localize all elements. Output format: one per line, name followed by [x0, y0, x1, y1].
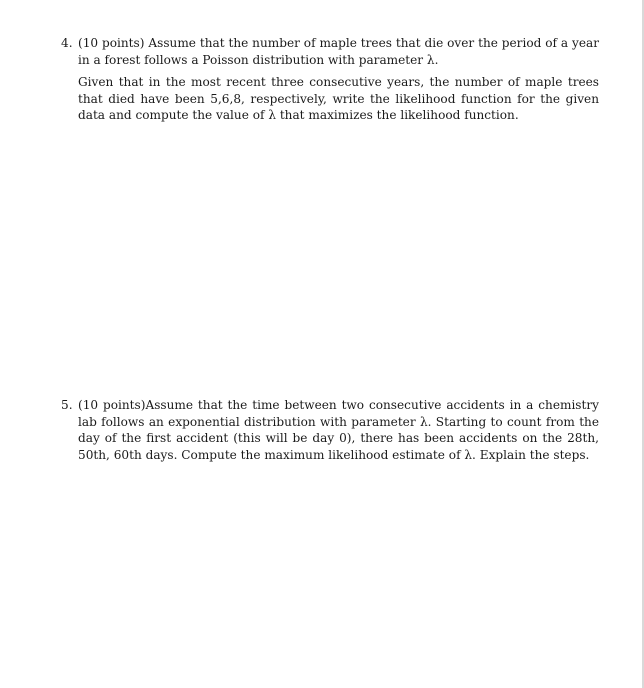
problem-4-statement	[61, 35, 599, 68]
problem-5-number: 5.	[61, 398, 73, 412]
problem-4-number: 4.	[61, 36, 73, 50]
problem-5-points: (10 points)	[78, 398, 146, 412]
problem-5-text: Assume that the time between two consecutive accidents in a chemistry lab follows an exponential distribution with parameter λ. Starting to count from the day of the first accident (this will be day 0), there has been accidents on the 28th, 50th, 60th days. Compute the maximum likelihood estimate of λ. Explain the steps.	[78, 398, 599, 462]
problem-4-followup: Given that in the most recent three consecutive years, the number of maple trees that died have been 5,6,8, respectively, write the likelihood function for the given data and compute the value of λ that maximizes the likelihood function.	[78, 75, 599, 122]
problem-5-statement	[61, 397, 599, 463]
problem-4-text: Assume that the number of maple trees that die over the period of a year in a forest follows a Poisson distribution with parameter λ.	[78, 36, 599, 67]
problem-4	[61, 35, 599, 124]
problem-5	[61, 397, 599, 463]
problem-4-points: (10 points)	[78, 36, 145, 50]
